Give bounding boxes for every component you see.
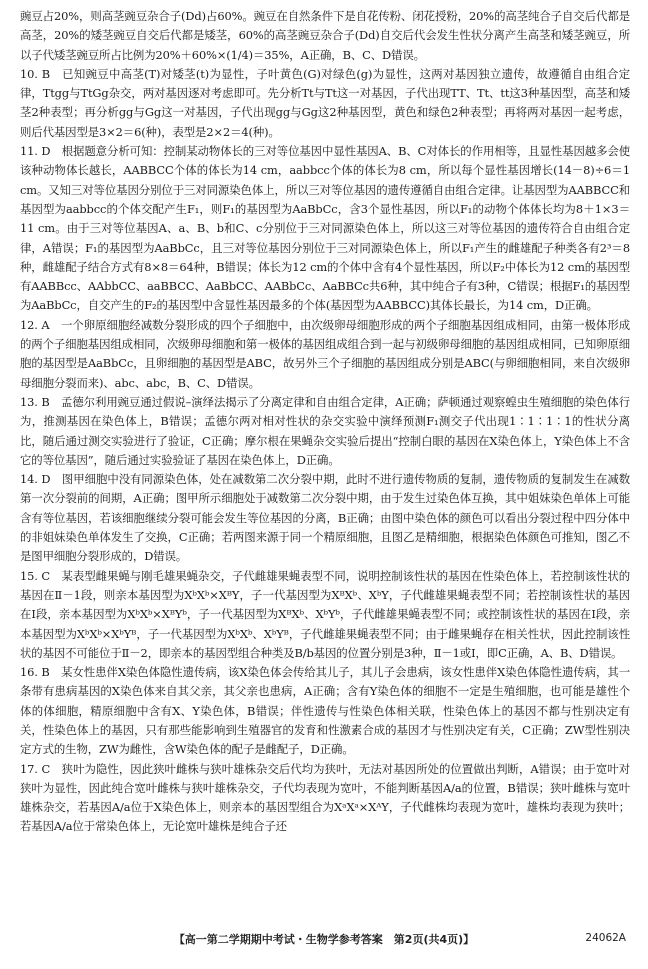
answer-content [20,7,630,837]
footer-title: 【高一第二学期期中考试・生物学参考答案 第2页(共4页)】 [173,933,475,946]
answer-17: 17. C 狭叶为隐性，因此狭叶雌株与狭叶雄株杂交后代均为狭叶，无法对基因所处的位置做出判断，A错误；由于宽叶对狭叶为显性，因此纯合宽叶雌株与狭叶雄株杂交，子代均表现为宽叶，不能判断基因A/a的位置，B错误；狭叶雌株与宽叶雄株杂交，若基因A/a位于X染色体上，则亲本的基因型组合为XᵃXᵃ×XᴬY，子代雌株均表现为宽叶，雄株均表现为狭叶；若基因A/a位于常染色体上，无论宽叶雄株是纯合子还 [20,761,630,834]
answer-13: 13. B 孟德尔利用豌豆通过假说–演绎法揭示了分离定律和自由组合定律，A正确；萨顿通过观察蝗虫生殖细胞的染色体行为，推测基因在染色体上，B错误；孟德尔两对相对性状的杂交实验中演绎预测F₁测交子代出现1∶1∶1∶1的性状分离比，随后通过测交实验进行了验证，C正确；摩尔根在果蝇杂交实验后提出“控制白眼的基因在X染色体上，Y染色体上不含它的等位基因”，随后通过实验验证了基因在染色体上，D正确。 [20,394,630,467]
answer-11: 11. D 根据题意分析可知：控制某动物体长的三对等位基因中显性基因A、B、C对体长的作用相等，且显性基因越多会使该种动物体长越长，AABBCC个体的体长为14 cm，aabbcc个体的体长为8 cm，所以每个显性基因增长(14－8)÷6＝1 cm。又知三对等位基因分别位于三对同源染色体上，所以三对等位基因的遗传遵循自由组合定律。让基因型为AABBCC和基因型为aabbcc的个体交配产生F₁，则F₁的基因型为AaBbCc，含3个显性基因，所以F₁的动物个体体长均为8＋1×3＝11 cm。由于三对等位基因A、a、B、b和C、c分别位于三对同源染色体上，所以这三对等位基因的遗传符合自由组合定律，A错误；F₁的基因型为AaBbCc，且三对等位基因分别位于三对同源染色体上，所以F₁产生的雌雄配子种类各有2³＝8种，雌雄配子结合方式有8×8＝64种，B错误；体长为12 cm的个体中含有4个显性基因，所以F₂中体长为12 cm的基因型有AABBcc、AAbbCC、aaBBCC、AaBbCC、AABbCc、AaBBCc共6种，其中纯合子有3种，C错误；根据F₁的基因型为AaBbCc，自交产生的F₂的基因型中含显性基因最多的个体(基因型为AABBCC)其体长最长，为14 cm，D正确。 [20,144,630,313]
answer-14: 14. D 图甲细胞中没有同源染色体，处在减数第二次分裂中期，此时不进行遗传物质的复制，遗传物质的复制发生在减数第一次分裂前的间期，A正确；图甲所示细胞处于减数第二次分裂中期，由于发生过染色体互换，其中姐妹染色单体上可能含有等位基因，若该细胞继续分裂可能会发生等位基因的分离，B正确；由图中染色体的颜色可以看出分裂过程中四分体中的非姐妹染色单体发生了交换，C正确；若两图来源于同一个精原细胞，且图乙是精细胞，根据染色体颜色可推知，图乙不是图甲细胞分裂形成的，D错误。 [20,472,630,564]
document-code: 24062A [585,932,626,944]
answer-12: 12. A 一个卵原细胞经减数分裂形成的四个子细胞中，由次级卵母细胞形成的两个子细胞基因组成相同，由第一极体形成的两个子细胞基因组成相同，次级卵母细胞和第一极体的基因组成组合到一起与初级卵母细胞的基因组成相同，已知卵原细胞的基因型是AaBbCc，且卵细胞的基因型是ABC，故另外三个子细胞的基因组成分别是ABC(与卵细胞相同，来自次级卵母细胞分裂而来)、abc、abc，B、C、D错误。 [20,317,630,390]
answer-16: 16. B 某女性患伴X染色体隐性遗传病，该X染色体会传给其儿子，其儿子会患病，该女性患伴X染色体隐性遗传病，其一条带有患病基因的X染色体来自其父亲，其父亲也患病，A正确；含有Y染色体的细胞不一定是生殖细胞，也可能是雄性个体的体细胞，精原细胞中含有X、Y染色体，B错误；伴性遗传与性染色体相关联，性染色体上的基因不都与性别决定有关，性染色体上的基因，只有那些能影响到生殖器官的发育和性激素合成的基因才与性别决定有关，C正确；ZW型性别决定方式的生物，ZW为雌性，含W染色体的配子是雌配子，D正确。 [20,665,630,757]
answer-10: 10. B 已知豌豆中高茎(T)对矮茎(t)为显性，子叶黄色(G)对绿色(g)为显性，这两对基因独立遗传，故遵循自由组合定律，Ttgg与TtGg杂交，两对基因逐对考虑即可。先分析Tt与Tt这一对基因，子代出现TT、Tt、tt这3种基因型，高茎和矮茎2种表型；再分析gg与Gg这一对基因，子代出现gg与Gg这2种基因型，黄色和绿色2种表型；再将两对基因一起考虑，则后代基因型是3×2＝6(种)，表型是2×2＝4(种)。 [20,66,630,139]
answer-15: 15. C 某表型雌果蝇与刚毛雄果蝇杂交，子代雌雄果蝇表型不同，说明控制该性状的基因在性染色体上，若控制该性状的基因在Ⅱ－1段，则亲本基因型为XᵇXᵇ×XᴮY，子一代基因型为XᴮXᵇ、XᵇY，子代雌雄果蝇表型不同；若控制该性状的基因在Ⅰ段，亲本基因型为XᵇXᵇ×XᴮYᵇ，子一代基因型为XᴮXᵇ、XᵇYᵇ，子代雌雄果蝇表型不同；或控制该性状的基因在Ⅰ段，亲本基因型为XᵇXᵇ×XᵇYᴮ，子一代基因型为XᵇXᵇ、XᵇYᴮ，子代雌雄果蝇表型不同；由于雌果蝇存在相关性状，因此控制该性状的基因不可能位于Ⅱ－2，即亲本的基因型组合种类及B/b基因的位置分别是3种，Ⅱ－1或Ⅰ，即C正确，A、B、D错误。 [20,568,630,660]
page-footer [0,931,648,951]
answer-9-continuation: 豌豆占20%，则高茎豌豆杂合子(Dd)占60%。豌豆在自然条件下是自花传粉、闭花授粉，20%的高茎纯合子自交后代都是高茎，20%的矮茎豌豆自交后代都是矮茎，60%的高茎豌豆杂合子(Dd)自交后代会发生性状分离产生高茎和矮茎豌豆，所以子代矮茎豌豆所占比例为20%＋60%×(1/4)＝35%，A正确，B、C、D错误。 [20,9,630,62]
